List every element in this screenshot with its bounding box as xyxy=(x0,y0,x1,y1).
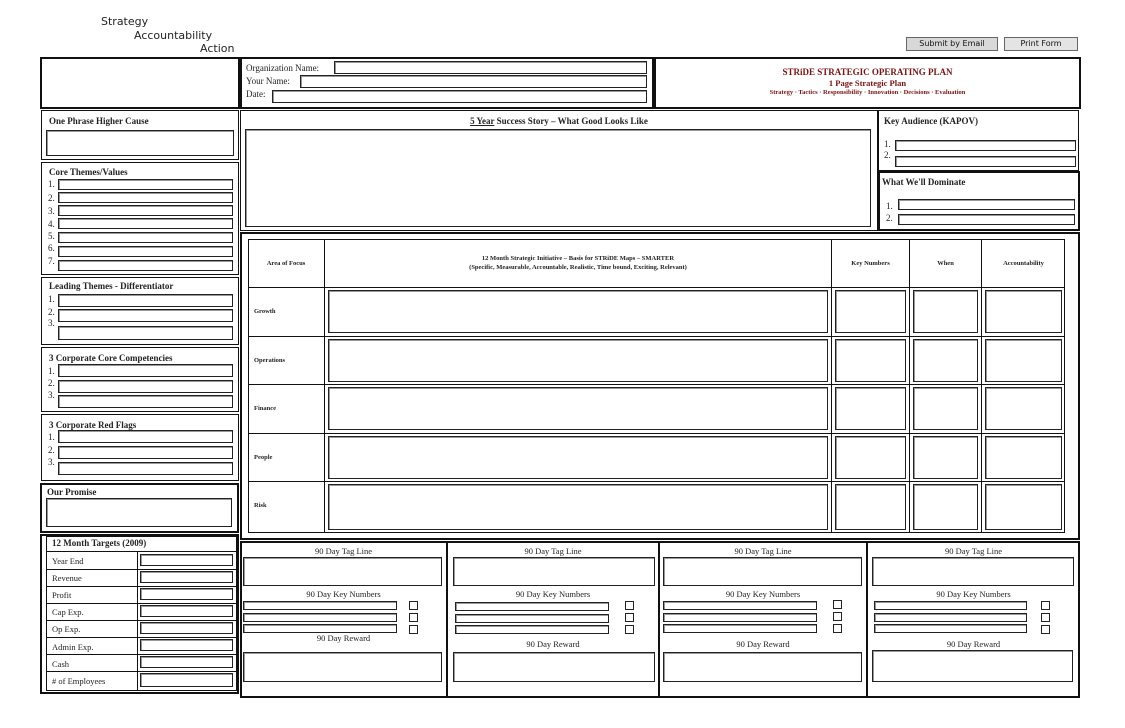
target-label-revenue: Revenue xyxy=(52,573,82,583)
q1-reward-field[interactable] xyxy=(243,652,442,682)
dominate-number-2: 2. xyxy=(886,213,893,223)
targets-row-divider xyxy=(46,569,237,570)
risk-key-numbers-field[interactable] xyxy=(835,484,906,530)
key-audience-field-2[interactable] xyxy=(895,156,1076,167)
core-theme-field-2[interactable] xyxy=(58,192,233,203)
growth-when-field[interactable] xyxy=(913,290,978,333)
target-field-employees[interactable] xyxy=(140,673,233,687)
core-theme-number-4: 4. xyxy=(48,219,55,229)
plan-title: STRiDE STRATEGIC OPERATING PLAN xyxy=(782,67,953,77)
initiatives-row-divider xyxy=(248,336,1065,337)
q3-key-number-checkbox-2[interactable] xyxy=(833,612,842,621)
q4-tag-line-field[interactable] xyxy=(872,557,1074,586)
target-field-op-exp[interactable] xyxy=(140,622,233,634)
targets-row-divider xyxy=(46,586,237,587)
core-theme-number-6: 6. xyxy=(48,243,55,253)
header-word-strategy: Strategy xyxy=(101,15,149,28)
q1-tag-line-field[interactable] xyxy=(243,557,442,586)
q2-reward-field[interactable] xyxy=(453,652,655,682)
q2-tag-line-field[interactable] xyxy=(453,557,655,586)
q3-reward-label: 90 Day Reward xyxy=(736,639,790,649)
focus-label-operations: Operations xyxy=(254,357,286,364)
initiatives-row-divider xyxy=(248,481,1065,482)
print-form-button[interactable]: Print Form xyxy=(1004,37,1078,51)
q4-key-number-field-2[interactable] xyxy=(874,613,1027,622)
risk-initiative-field[interactable] xyxy=(328,484,828,530)
higher-cause-field[interactable] xyxy=(46,130,234,156)
header-word-accountability: Accountability xyxy=(134,29,213,42)
q3-key-number-checkbox-3[interactable] xyxy=(833,624,842,633)
finance-key-numbers-field[interactable] xyxy=(835,387,906,430)
q3-tag-line-field[interactable] xyxy=(663,557,862,586)
q3-tag-line-label: 90 Day Tag Line xyxy=(734,546,792,556)
q4-key-number-field-1[interactable] xyxy=(874,601,1027,610)
header-initiative-line2: (Specific, Measurable, Accountable, Realistic, Time bound, Exciting, Relevant) xyxy=(469,264,687,271)
target-field-revenue[interactable] xyxy=(140,571,233,583)
finance-accountability-field[interactable] xyxy=(985,387,1062,430)
q1-key-number-field-1[interactable] xyxy=(243,601,397,610)
dominate-number-1: 1. xyxy=(886,201,893,211)
target-label-year-end: Year End xyxy=(52,556,84,566)
initiatives-column-divider xyxy=(831,239,832,533)
competency-number-2: 2. xyxy=(48,378,55,388)
focus-label-finance: Finance xyxy=(254,405,277,412)
org-name-label: Organization Name: xyxy=(246,63,320,73)
logo-box xyxy=(40,57,240,109)
q2-key-number-field-2[interactable] xyxy=(455,614,609,623)
red-flag-field-2[interactable] xyxy=(58,446,233,459)
people-initiative-field[interactable] xyxy=(328,436,828,479)
growth-accountability-field[interactable] xyxy=(985,290,1062,333)
q1-key-number-field-2[interactable] xyxy=(243,613,397,622)
q1-tag-line-label: 90 Day Tag Line xyxy=(314,546,373,556)
dominate-label: What We'll Dominate xyxy=(882,177,966,187)
focus-label-risk: Risk xyxy=(254,502,267,509)
focus-label-growth: Growth xyxy=(254,308,276,315)
initiatives-row-divider xyxy=(248,433,1065,434)
finance-initiative-field[interactable] xyxy=(328,387,828,430)
initiatives-column-divider xyxy=(981,239,982,533)
targets-row-divider xyxy=(46,603,237,604)
core-theme-field-4[interactable] xyxy=(58,218,233,229)
q3-key-number-field-1[interactable] xyxy=(663,601,817,610)
q1-reward-label: 90 Day Reward xyxy=(316,633,371,643)
leading-theme-field-1[interactable] xyxy=(58,294,233,307)
dominate-field-2[interactable] xyxy=(898,214,1075,225)
submit-by-email-button[interactable]: Submit by Email xyxy=(906,37,998,51)
growth-key-numbers-field[interactable] xyxy=(835,290,906,333)
targets-row-divider xyxy=(46,551,237,552)
red-flag-number-3: 3. xyxy=(48,457,55,467)
quarter-divider xyxy=(446,541,448,698)
leading-theme-field-3[interactable] xyxy=(58,326,233,340)
growth-initiative-field[interactable] xyxy=(328,290,828,333)
q4-key-number-field-3[interactable] xyxy=(874,624,1027,633)
success-story-field[interactable] xyxy=(245,129,871,227)
q2-key-number-field-1[interactable] xyxy=(455,602,609,611)
targets-row-divider xyxy=(46,671,237,672)
target-label-cap-exp: Cap Exp. xyxy=(52,607,84,617)
target-field-profit[interactable] xyxy=(140,588,233,600)
operations-initiative-field[interactable] xyxy=(328,339,828,382)
q4-tag-line-label: 90 Day Tag Line xyxy=(944,546,1003,556)
q4-key-number-checkbox-2[interactable] xyxy=(1041,613,1050,622)
leading-theme-number-2: 2. xyxy=(48,307,55,317)
q3-key-number-field-2[interactable] xyxy=(663,613,817,622)
targets-row-divider xyxy=(46,637,237,638)
promise-label: Our Promise xyxy=(47,487,97,497)
competency-field-3[interactable] xyxy=(58,395,233,408)
q3-key-number-checkbox-1[interactable] xyxy=(833,600,842,609)
red-flag-number-2: 2. xyxy=(48,445,55,455)
key-audience-number-2: 2. xyxy=(884,150,891,160)
header-area-of-focus: Area of Focus xyxy=(266,260,306,267)
operations-when-field[interactable] xyxy=(913,339,978,382)
your-name-field[interactable] xyxy=(300,75,647,88)
date-field[interactable] xyxy=(272,90,647,103)
red-flag-field-3[interactable] xyxy=(58,462,233,475)
date-label: Date: xyxy=(246,89,266,99)
header-initiative-line1: 12 Month Strategic Initiative – Basis for STRiDE Maps – SMARTER xyxy=(481,255,675,262)
your-name-label: Your Name: xyxy=(246,76,290,86)
q1-key-number-checkbox-2[interactable] xyxy=(409,613,418,622)
header-when: When xyxy=(937,260,954,267)
targets-title: 12 Month Targets (2009) xyxy=(52,538,147,548)
target-field-cap-exp[interactable] xyxy=(140,605,233,617)
initiatives-column-divider xyxy=(909,239,910,533)
focus-label-people: People xyxy=(254,454,273,461)
operations-accountability-field[interactable] xyxy=(985,339,1062,382)
target-field-admin-exp[interactable] xyxy=(140,639,233,651)
success-story-year: 5 Year xyxy=(470,116,495,126)
target-label-op-exp: Op Exp. xyxy=(52,624,81,634)
red-flag-field-1[interactable] xyxy=(58,430,233,443)
q4-key-numbers-label: 90 Day Key Numbers xyxy=(936,589,1011,599)
q2-key-numbers-label: 90 Day Key Numbers xyxy=(515,589,591,599)
q2-key-number-field-3[interactable] xyxy=(455,625,609,634)
target-field-cash[interactable] xyxy=(140,656,233,668)
q1-key-number-field-3[interactable] xyxy=(243,624,397,633)
key-audience-number-1: 1. xyxy=(884,139,891,149)
q2-key-number-checkbox-3[interactable] xyxy=(625,625,634,634)
operations-key-numbers-field[interactable] xyxy=(835,339,906,382)
core-theme-number-2: 2. xyxy=(48,193,55,203)
competency-number-3: 3. xyxy=(48,390,55,400)
core-theme-field-5[interactable] xyxy=(58,232,233,243)
q2-tag-line-label: 90 Day Tag Line xyxy=(524,546,582,556)
target-label-admin-exp: Admin Exp. xyxy=(52,642,94,652)
q3-reward-field[interactable] xyxy=(663,652,862,682)
higher-cause-label: One Phrase Higher Cause xyxy=(49,116,149,126)
core-themes-label: Core Themes/Values xyxy=(49,167,128,177)
risk-when-field[interactable] xyxy=(913,484,978,530)
competency-field-2[interactable] xyxy=(58,380,233,393)
plan-tagline: Strategy · Tactics · Responsibility · Innovation · Decisions · Evaluation xyxy=(769,89,966,96)
competencies-label: 3 Corporate Core Competencies xyxy=(49,353,173,363)
q4-reward-field[interactable] xyxy=(872,650,1073,682)
target-label-cash: Cash xyxy=(52,659,69,669)
red-flag-number-1: 1. xyxy=(48,432,55,442)
q2-key-number-checkbox-1[interactable] xyxy=(625,601,634,610)
targets-row-divider xyxy=(46,654,237,655)
header-key-numbers: Key Numbers xyxy=(851,260,890,267)
core-theme-field-6[interactable] xyxy=(58,246,233,257)
core-theme-number-1: 1. xyxy=(48,179,55,189)
initiatives-column-divider xyxy=(324,239,325,533)
org-name-field[interactable] xyxy=(334,61,647,74)
promise-field[interactable] xyxy=(46,498,232,527)
leading-themes-label: Leading Themes - Differentiator xyxy=(49,281,174,291)
competency-number-1: 1. xyxy=(48,366,55,376)
people-key-numbers-field[interactable] xyxy=(835,436,906,479)
target-label-employees: # of Employees xyxy=(52,676,106,686)
success-story-title xyxy=(240,116,878,126)
q4-reward-label: 90 Day Reward xyxy=(946,639,1001,649)
q1-key-numbers-label: 90 Day Key Numbers xyxy=(306,589,381,599)
risk-accountability-field[interactable] xyxy=(985,484,1062,530)
core-theme-field-3[interactable] xyxy=(58,205,233,216)
header-word-action: Action xyxy=(200,42,235,55)
q4-key-number-checkbox-1[interactable] xyxy=(1041,601,1050,610)
quarter-divider xyxy=(866,541,868,698)
key-audience-label: Key Audience (KAPOV) xyxy=(884,116,978,126)
initiatives-row-divider xyxy=(248,384,1065,385)
q4-key-number-checkbox-3[interactable] xyxy=(1041,625,1050,634)
q3-key-number-field-3[interactable] xyxy=(663,624,817,633)
quarter-divider xyxy=(658,541,660,698)
finance-when-field[interactable] xyxy=(913,387,978,430)
red-flags-label: 3 Corporate Red Flags xyxy=(49,420,137,430)
plan-subtitle: 1 Page Strategic Plan xyxy=(828,78,907,88)
core-theme-number-7: 7. xyxy=(48,256,55,266)
key-audience-field-1[interactable] xyxy=(895,140,1076,151)
initiatives-row-divider xyxy=(248,287,1065,288)
competency-field-1[interactable] xyxy=(58,364,233,377)
header-accountability: Accountability xyxy=(1003,260,1044,267)
leading-theme-number-1: 1. xyxy=(48,294,55,304)
core-theme-number-5: 5. xyxy=(48,231,55,241)
target-field-year-end[interactable] xyxy=(140,554,233,566)
people-when-field[interactable] xyxy=(913,436,978,479)
core-theme-number-3: 3. xyxy=(48,206,55,216)
core-theme-field-1[interactable] xyxy=(58,179,233,190)
core-theme-field-7[interactable] xyxy=(58,260,233,271)
q3-key-numbers-label: 90 Day Key Numbers xyxy=(725,589,801,599)
dominate-field-1[interactable] xyxy=(898,199,1075,210)
leading-theme-number-3: 3. xyxy=(48,318,55,328)
q1-key-number-checkbox-1[interactable] xyxy=(409,601,418,610)
q2-reward-label: 90 Day Reward xyxy=(526,639,580,649)
success-story-title-rest: Success Story – What Good Looks Like xyxy=(494,116,648,126)
target-label-profit: Profit xyxy=(52,590,72,600)
targets-column-divider xyxy=(137,551,138,691)
people-accountability-field[interactable] xyxy=(985,436,1062,479)
leading-theme-field-2[interactable] xyxy=(58,309,233,322)
targets-row-divider xyxy=(46,620,237,621)
q2-key-number-checkbox-2[interactable] xyxy=(625,613,634,622)
